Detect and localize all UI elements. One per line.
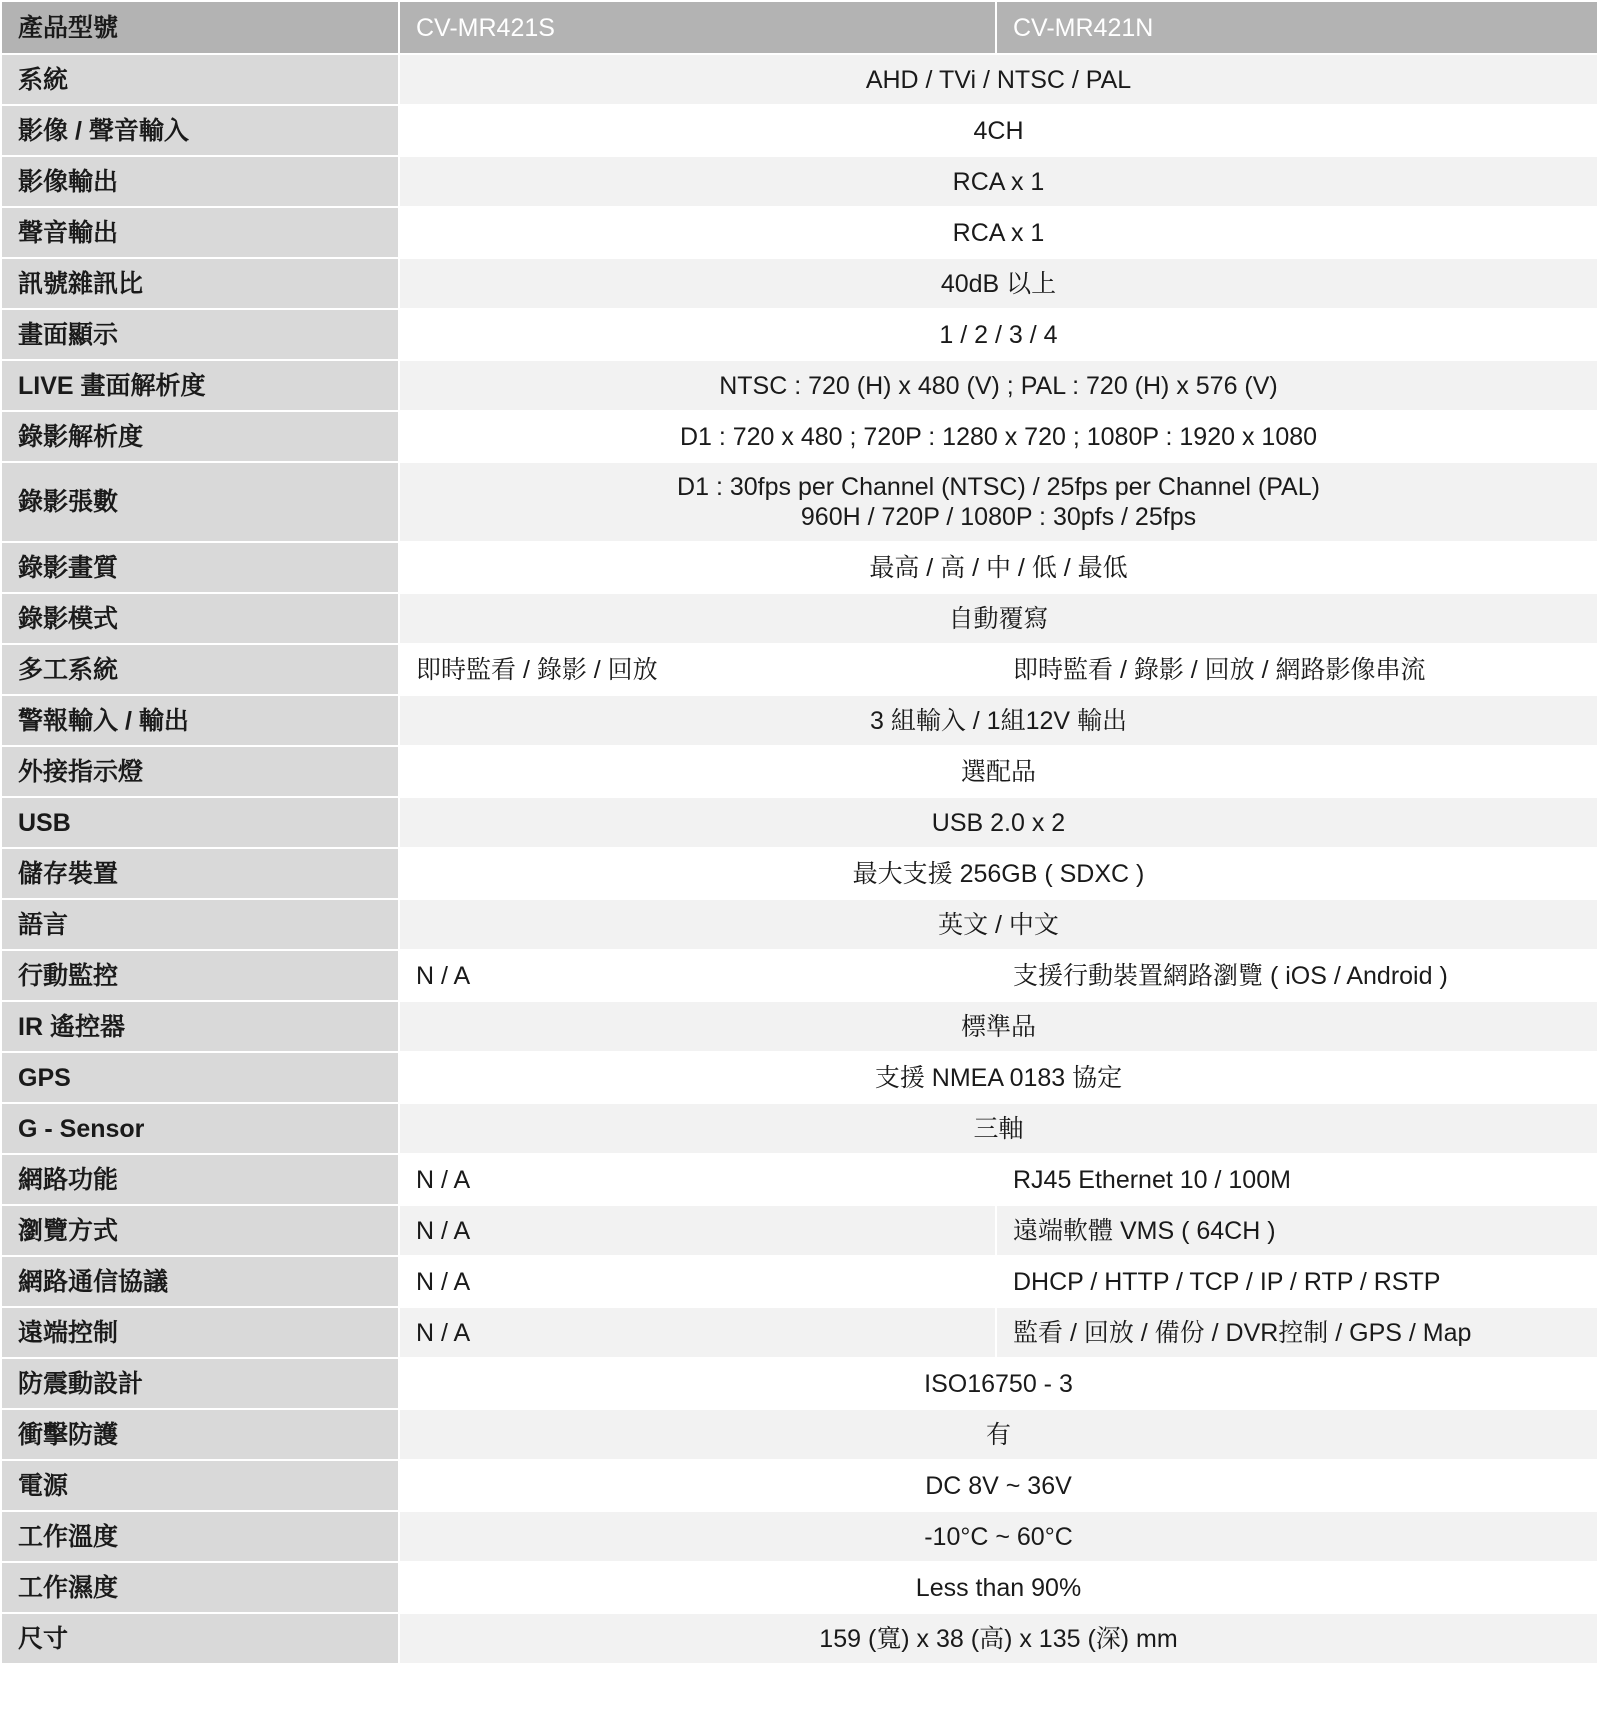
- spec-value-model-a: N / A: [399, 1256, 996, 1307]
- spec-value: NTSC : 720 (H) x 480 (V) ; PAL : 720 (H) x 576 (V): [399, 360, 1598, 411]
- spec-label: 外接指示燈: [1, 746, 399, 797]
- spec-row-record-quality: [1, 542, 1598, 593]
- spec-row-record-resolution: [1, 411, 1598, 462]
- spec-value-model-b: 支援行動裝置網路瀏覽 ( iOS / Android ): [996, 950, 1598, 1001]
- spec-label: 工作濕度: [1, 1562, 399, 1613]
- spec-row-network: [1, 1154, 1598, 1205]
- spec-row-usb: [1, 797, 1598, 848]
- spec-row-av-input: [1, 105, 1598, 156]
- model-b-header: CV-MR421N: [996, 1, 1598, 54]
- spec-label: 網路功能: [1, 1154, 399, 1205]
- spec-value: DC 8V ~ 36V: [399, 1460, 1598, 1511]
- spec-value-model-b: 即時監看 / 錄影 / 回放 / 網路影像串流: [996, 644, 1598, 695]
- spec-label: 遠端控制: [1, 1307, 399, 1358]
- header-row: [1, 1, 1598, 54]
- spec-value: AHD / TVi / NTSC / PAL: [399, 54, 1598, 105]
- spec-value: USB 2.0 x 2: [399, 797, 1598, 848]
- spec-label: GPS: [1, 1052, 399, 1103]
- spec-row-protocol: [1, 1256, 1598, 1307]
- spec-value: -10°C ~ 60°C: [399, 1511, 1598, 1562]
- spec-label: 警報輸入 / 輸出: [1, 695, 399, 746]
- header-label: 產品型號: [1, 1, 399, 54]
- spec-row-language: [1, 899, 1598, 950]
- spec-value: 支援 NMEA 0183 協定: [399, 1052, 1598, 1103]
- spec-label: 訊號雜訊比: [1, 258, 399, 309]
- spec-value: RCA x 1: [399, 156, 1598, 207]
- spec-label: 防震動設計: [1, 1358, 399, 1409]
- spec-value: 3 組輸入 / 1組12V 輸出: [399, 695, 1598, 746]
- spec-value-model-a: N / A: [399, 1205, 996, 1256]
- spec-label: 錄影解析度: [1, 411, 399, 462]
- spec-label: 瀏覽方式: [1, 1205, 399, 1256]
- spec-label: 儲存裝置: [1, 848, 399, 899]
- spec-table-body: [1, 1, 1598, 1664]
- spec-row-vibration: [1, 1358, 1598, 1409]
- spec-value: 40dB 以上: [399, 258, 1598, 309]
- spec-value: 有: [399, 1409, 1598, 1460]
- spec-row-browsing: [1, 1205, 1598, 1256]
- spec-label: 網路通信協議: [1, 1256, 399, 1307]
- spec-label: USB: [1, 797, 399, 848]
- spec-row-shock: [1, 1409, 1598, 1460]
- spec-value-model-b: RJ45 Ethernet 10 / 100M: [996, 1154, 1598, 1205]
- spec-row-gps: [1, 1052, 1598, 1103]
- spec-value: 最高 / 高 / 中 / 低 / 最低: [399, 542, 1598, 593]
- spec-label: 影像 / 聲音輸入: [1, 105, 399, 156]
- spec-label: IR 遙控器: [1, 1001, 399, 1052]
- spec-value: Less than 90%: [399, 1562, 1598, 1613]
- spec-label: 行動監控: [1, 950, 399, 1001]
- spec-label: 影像輸出: [1, 156, 399, 207]
- spec-label: 聲音輸出: [1, 207, 399, 258]
- spec-value-model-b: 監看 / 回放 / 備份 / DVR控制 / GPS / Map: [996, 1307, 1598, 1358]
- spec-value: RCA x 1: [399, 207, 1598, 258]
- spec-value: 英文 / 中文: [399, 899, 1598, 950]
- spec-value: 1 / 2 / 3 / 4: [399, 309, 1598, 360]
- spec-label: 尺寸: [1, 1613, 399, 1664]
- spec-value: 最大支援 256GB ( SDXC ): [399, 848, 1598, 899]
- spec-value: 選配品: [399, 746, 1598, 797]
- spec-row-audio-output: [1, 207, 1598, 258]
- spec-label: G - Sensor: [1, 1103, 399, 1154]
- spec-row-system: [1, 54, 1598, 105]
- spec-label: 衝擊防護: [1, 1409, 399, 1460]
- spec-label: 錄影模式: [1, 593, 399, 644]
- spec-row-storage: [1, 848, 1598, 899]
- model-a-header: CV-MR421S: [399, 1, 996, 54]
- spec-label: LIVE 畫面解析度: [1, 360, 399, 411]
- spec-value: ISO16750 - 3: [399, 1358, 1598, 1409]
- spec-row-temperature: [1, 1511, 1598, 1562]
- spec-value: 自動覆寫: [399, 593, 1598, 644]
- spec-label: 電源: [1, 1460, 399, 1511]
- spec-row-remote-control: [1, 1307, 1598, 1358]
- spec-row-mobile-monitoring: [1, 950, 1598, 1001]
- spec-row-display: [1, 309, 1598, 360]
- spec-row-multiplex: [1, 644, 1598, 695]
- spec-row-external-led: [1, 746, 1598, 797]
- spec-row-humidity: [1, 1562, 1598, 1613]
- spec-label: 多工系統: [1, 644, 399, 695]
- spec-row-power: [1, 1460, 1598, 1511]
- spec-label: 語言: [1, 899, 399, 950]
- spec-row-snr: [1, 258, 1598, 309]
- spec-value: 三軸: [399, 1103, 1598, 1154]
- spec-row-alarm-io: [1, 695, 1598, 746]
- spec-value-model-a: N / A: [399, 950, 996, 1001]
- spec-value-model-a: N / A: [399, 1307, 996, 1358]
- spec-value-line: 960H / 720P / 1080P : 30pfs / 25fps: [800, 503, 1197, 531]
- spec-value-model-b: DHCP / HTTP / TCP / IP / RTP / RSTP: [996, 1256, 1598, 1307]
- spec-row-video-output: [1, 156, 1598, 207]
- spec-row-record-mode: [1, 593, 1598, 644]
- spec-value: D1 : 720 x 480 ; 720P : 1280 x 720 ; 1080P : 1920 x 1080: [399, 411, 1598, 462]
- spec-value: 159 (寬) x 38 (高) x 135 (深) mm: [399, 1613, 1598, 1664]
- spec-label: 錄影畫質: [1, 542, 399, 593]
- spec-row-g-sensor: [1, 1103, 1598, 1154]
- spec-value-model-b: 遠端軟體 VMS ( 64CH ): [996, 1205, 1598, 1256]
- spec-row-dimensions: [1, 1613, 1598, 1664]
- spec-row-live-resolution: [1, 360, 1598, 411]
- spec-label: 系統: [1, 54, 399, 105]
- spec-value: 標準品: [399, 1001, 1598, 1052]
- spec-value: [399, 462, 1598, 542]
- spec-value: 4CH: [399, 105, 1598, 156]
- spec-value-model-a: 即時監看 / 錄影 / 回放: [399, 644, 996, 695]
- spec-label: 錄影張數: [1, 462, 399, 542]
- spec-value-model-a: N / A: [399, 1154, 996, 1205]
- spec-value-line: D1 : 30fps per Channel (NTSC) / 25fps per Channel (PAL): [677, 473, 1320, 501]
- spec-row-ir-remote: [1, 1001, 1598, 1052]
- spec-row-record-fps: [1, 462, 1598, 542]
- spec-label: 畫面顯示: [1, 309, 399, 360]
- spec-label: 工作溫度: [1, 1511, 399, 1562]
